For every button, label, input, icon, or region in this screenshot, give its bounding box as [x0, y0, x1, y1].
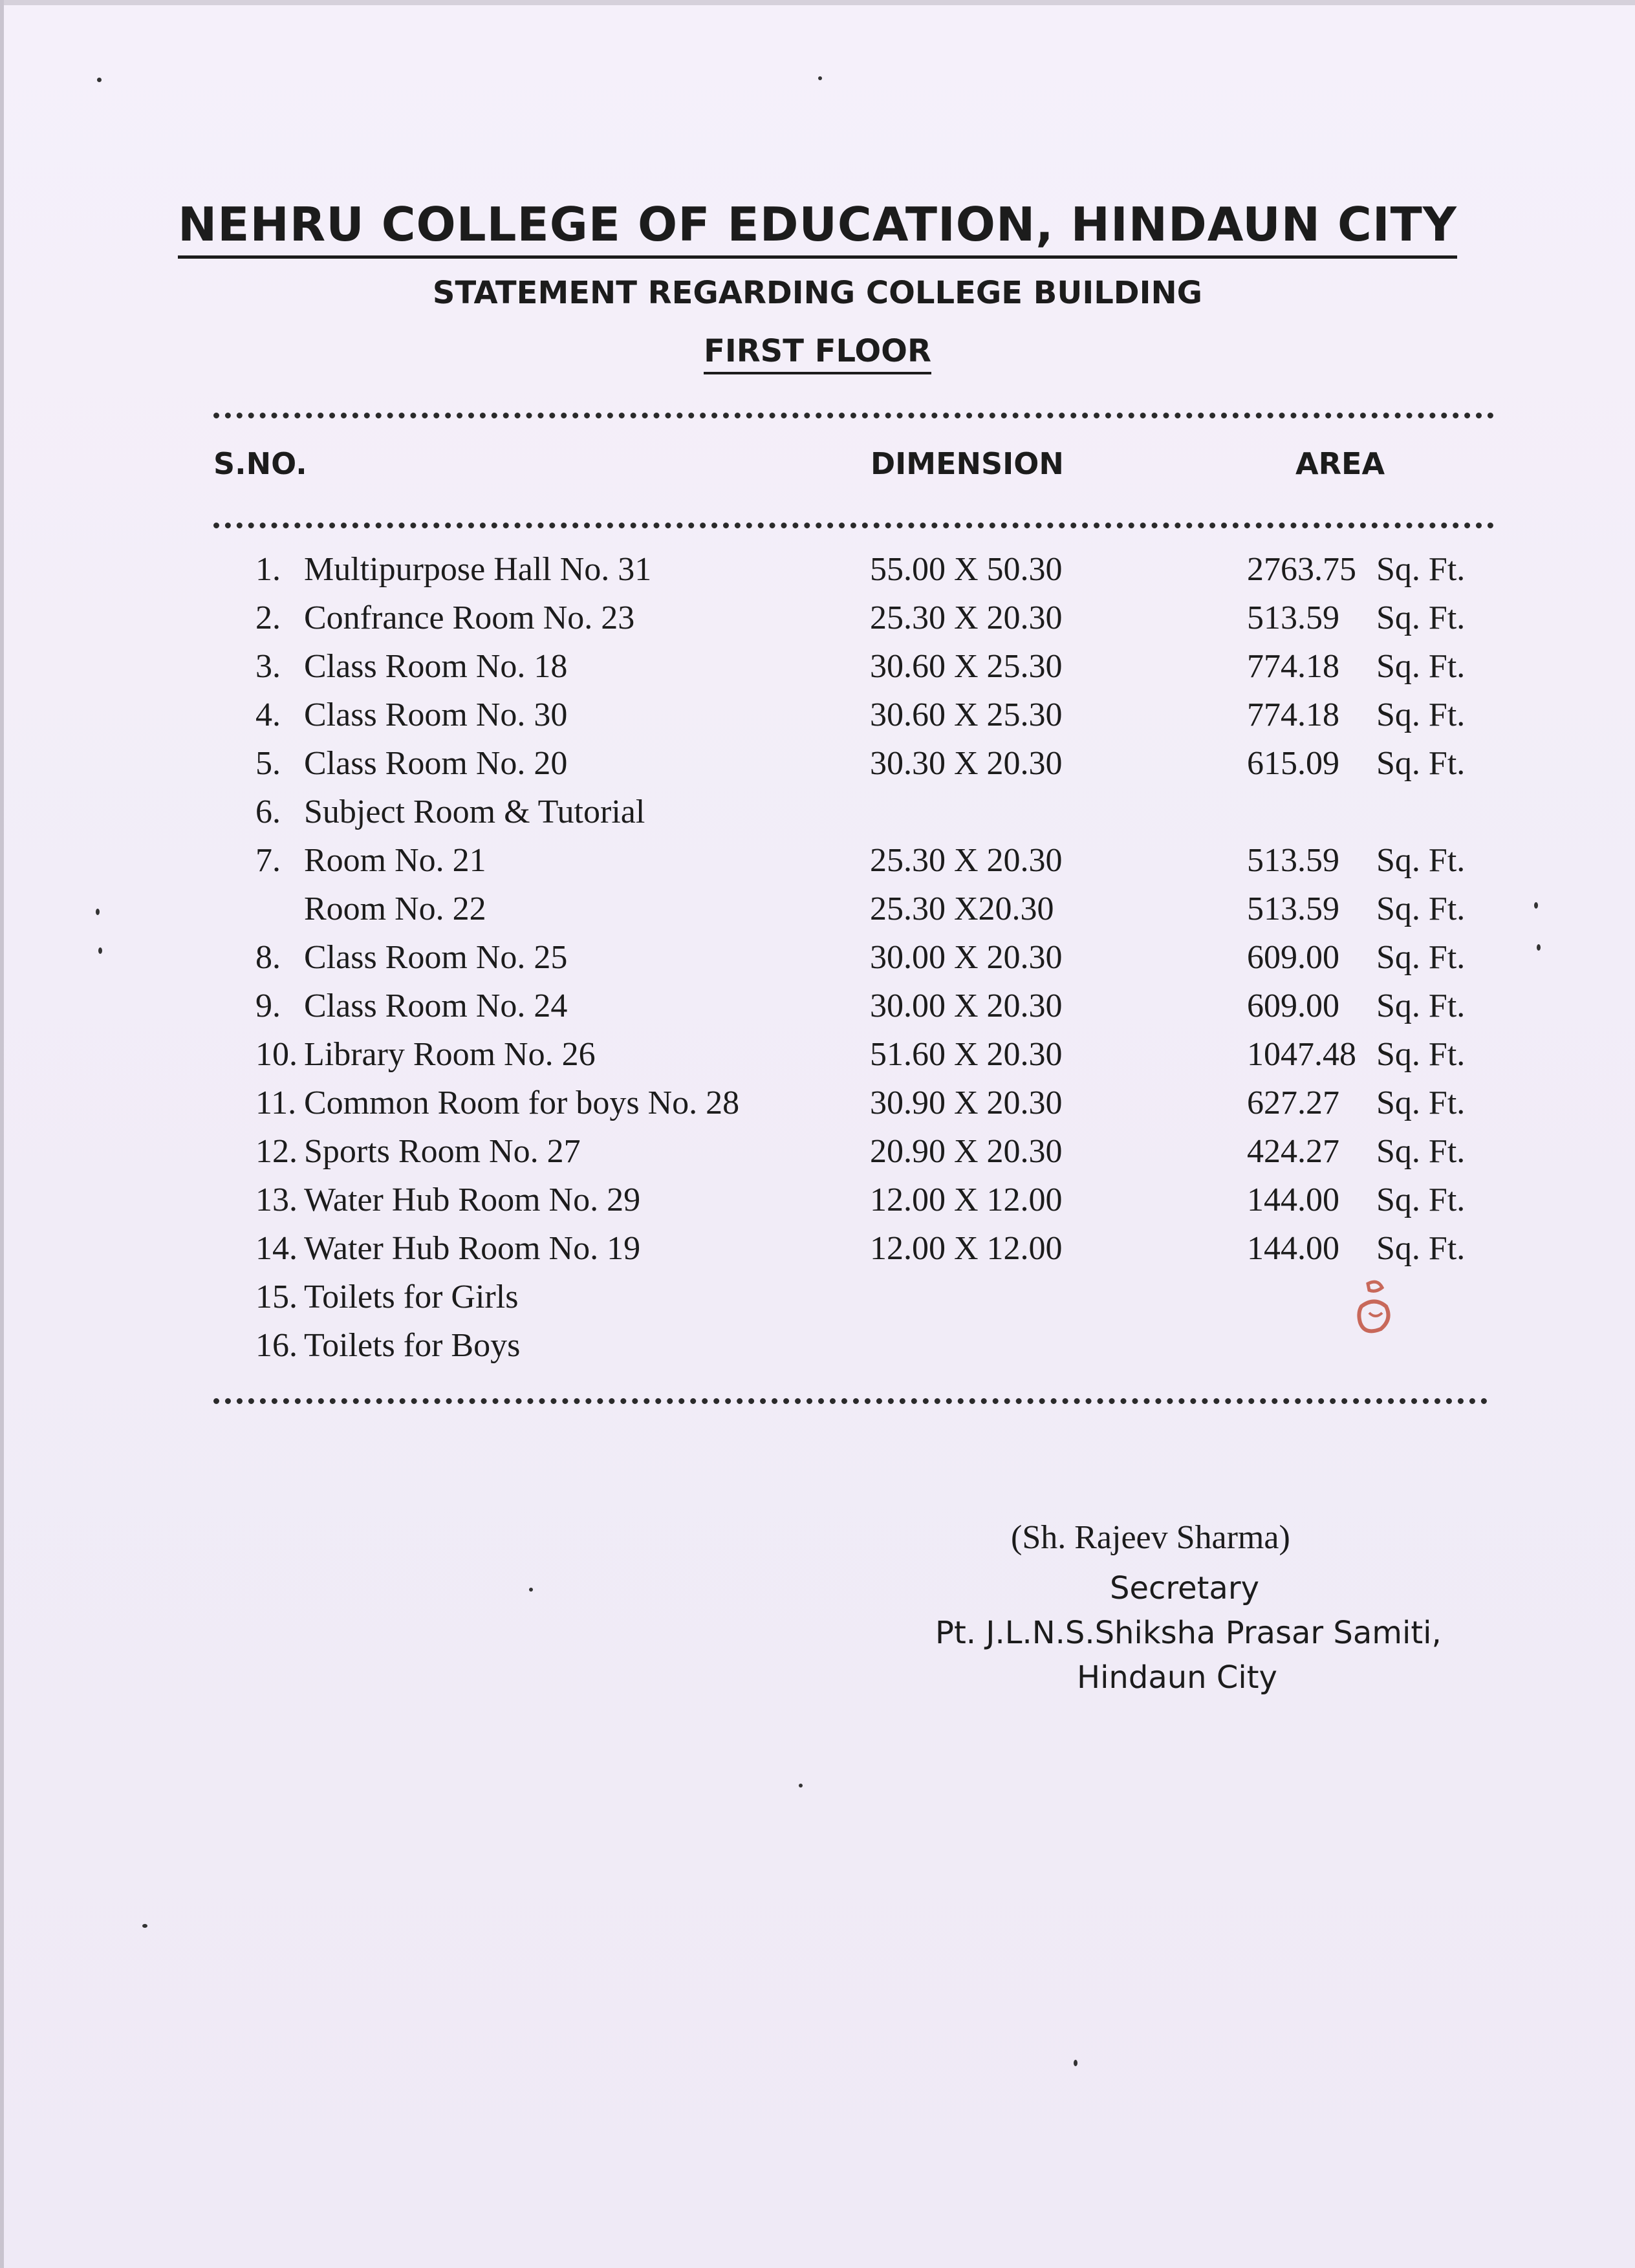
scan-speck — [142, 1924, 147, 1928]
dotted-divider-top — [213, 413, 1494, 418]
row-area: 609.00 — [1247, 988, 1339, 1024]
row-dimension: 30.00 X 20.30 — [870, 939, 1063, 976]
college-title-text: NEHRU COLLEGE OF EDUCATION, HINDAUN CITY — [178, 197, 1457, 259]
row-area: 627.27 — [1247, 1085, 1339, 1121]
college-title — [0, 197, 1635, 252]
row-room-name: Class Room No. 20 — [304, 745, 568, 782]
row-area: 144.00 — [1247, 1182, 1339, 1218]
row-number: 12. — [255, 1133, 298, 1170]
scan-speck — [97, 78, 102, 82]
row-room-name: Common Room for boys No. 28 — [304, 1085, 740, 1121]
row-number: 13. — [255, 1182, 298, 1218]
row-number: 8. — [255, 939, 281, 976]
row-dimension: 30.90 X 20.30 — [870, 1085, 1063, 1121]
row-area-unit: Sq. Ft. — [1376, 745, 1466, 782]
row-dimension: 30.30 X 20.30 — [870, 745, 1063, 782]
scan-speck — [818, 76, 822, 80]
row-area: 1047.48 — [1247, 1036, 1356, 1073]
row-dimension: 55.00 X 50.30 — [870, 551, 1063, 588]
row-number: 11. — [255, 1085, 297, 1121]
scan-speck — [1537, 944, 1541, 951]
table-row — [0, 788, 1635, 836]
table-row — [0, 1224, 1635, 1273]
row-number: 6. — [255, 794, 281, 830]
row-area-unit: Sq. Ft. — [1376, 1133, 1466, 1170]
row-area: 513.59 — [1247, 599, 1339, 636]
table-row — [0, 594, 1635, 642]
row-area-unit: Sq. Ft. — [1376, 891, 1466, 927]
row-number: 15. — [255, 1279, 298, 1315]
table-row — [0, 836, 1635, 885]
scan-speck — [1534, 902, 1538, 909]
row-number: 5. — [255, 745, 281, 782]
row-number: 16. — [255, 1327, 298, 1364]
column-header-area: AREA — [1295, 446, 1385, 481]
row-number: 10. — [255, 1036, 298, 1073]
scan-speck — [98, 947, 102, 954]
row-area-unit: Sq. Ft. — [1376, 599, 1466, 636]
scan-speck — [529, 1588, 533, 1592]
row-area: 513.59 — [1247, 891, 1339, 927]
floor-heading-text: FIRST FLOOR — [704, 333, 931, 374]
stamp-mark-icon — [1348, 1277, 1400, 1342]
row-room-name: Water Hub Room No. 19 — [304, 1230, 641, 1267]
table-row — [0, 1030, 1635, 1079]
row-area-unit: Sq. Ft. — [1376, 988, 1466, 1024]
table-row — [0, 982, 1635, 1030]
signatory-organization: Pt. J.L.N.S.Shiksha Prasar Samiti, — [935, 1615, 1442, 1651]
column-header-dimension: DIMENSION — [871, 446, 1064, 481]
row-area-unit: Sq. Ft. — [1376, 1036, 1466, 1073]
row-dimension: 30.00 X 20.30 — [870, 988, 1063, 1024]
row-area-unit: Sq. Ft. — [1376, 842, 1466, 879]
row-room-name: Toilets for Boys — [304, 1327, 521, 1364]
row-number: 1. — [255, 551, 281, 588]
row-room-name: Room No. 22 — [304, 891, 486, 927]
row-area-unit: Sq. Ft. — [1376, 1182, 1466, 1218]
signatory-role: Secretary — [1110, 1570, 1259, 1606]
column-header-sno: S.NO. — [213, 446, 307, 481]
scan-speck — [1074, 2060, 1077, 2066]
row-room-name: Class Room No. 18 — [304, 648, 568, 685]
row-room-name: Room No. 21 — [304, 842, 486, 879]
table-row — [0, 1079, 1635, 1127]
table-row — [0, 885, 1635, 933]
row-number: 9. — [255, 988, 281, 1024]
signatory-city: Hindaun City — [1077, 1659, 1277, 1696]
room-table — [0, 545, 1635, 1370]
row-dimension: 25.30 X 20.30 — [870, 842, 1063, 879]
row-dimension: 25.30 X20.30 — [870, 891, 1054, 927]
row-area: 144.00 — [1247, 1230, 1339, 1267]
row-area-unit: Sq. Ft. — [1376, 939, 1466, 976]
row-number: 14. — [255, 1230, 298, 1267]
table-row — [0, 691, 1635, 739]
row-area-unit: Sq. Ft. — [1376, 697, 1466, 733]
statement-subtitle: STATEMENT REGARDING COLLEGE BUILDING — [432, 275, 1203, 311]
row-area: 2763.75 — [1247, 551, 1356, 588]
row-number: 3. — [255, 648, 281, 685]
row-room-name: Class Room No. 25 — [304, 939, 568, 976]
row-dimension: 51.60 X 20.30 — [870, 1036, 1063, 1073]
row-area: 774.18 — [1247, 648, 1339, 685]
row-dimension: 20.90 X 20.30 — [870, 1133, 1063, 1170]
row-room-name: Multipurpose Hall No. 31 — [304, 551, 652, 588]
row-area: 424.27 — [1247, 1133, 1339, 1170]
row-room-name: Class Room No. 24 — [304, 988, 568, 1024]
table-row — [0, 642, 1635, 691]
row-area-unit: Sq. Ft. — [1376, 1230, 1466, 1267]
signatory-name: (Sh. Rajeev Sharma) — [1011, 1519, 1290, 1556]
dotted-divider-bottom — [213, 1398, 1488, 1404]
row-room-name: Library Room No. 26 — [304, 1036, 596, 1073]
row-dimension: 12.00 X 12.00 — [870, 1230, 1063, 1267]
row-dimension: 12.00 X 12.00 — [870, 1182, 1063, 1218]
row-area: 774.18 — [1247, 697, 1339, 733]
row-room-name: Toilets for Girls — [304, 1279, 519, 1315]
table-row — [0, 739, 1635, 788]
scan-speck — [96, 909, 100, 915]
table-row — [0, 933, 1635, 982]
scan-speck — [799, 1784, 803, 1787]
row-area-unit: Sq. Ft. — [1376, 1085, 1466, 1121]
floor-heading — [0, 333, 1635, 369]
scan-edge-top — [0, 0, 1635, 5]
row-dimension: 25.30 X 20.30 — [870, 599, 1063, 636]
row-dimension: 30.60 X 25.30 — [870, 697, 1063, 733]
row-number: 4. — [255, 697, 281, 733]
row-number: 7. — [255, 842, 281, 879]
row-room-name: Water Hub Room No. 29 — [304, 1182, 641, 1218]
row-dimension: 30.60 X 25.30 — [870, 648, 1063, 685]
dotted-divider-header — [213, 523, 1494, 528]
row-area-unit: Sq. Ft. — [1376, 648, 1466, 685]
table-row — [0, 545, 1635, 594]
row-room-name: Confrance Room No. 23 — [304, 599, 635, 636]
row-number: 2. — [255, 599, 281, 636]
table-row — [0, 1176, 1635, 1224]
row-area: 609.00 — [1247, 939, 1339, 976]
row-area: 513.59 — [1247, 842, 1339, 879]
table-row — [0, 1127, 1635, 1176]
row-area-unit: Sq. Ft. — [1376, 551, 1466, 588]
row-room-name: Subject Room & Tutorial — [304, 794, 645, 830]
row-room-name: Class Room No. 30 — [304, 697, 568, 733]
row-area: 615.09 — [1247, 745, 1339, 782]
row-room-name: Sports Room No. 27 — [304, 1133, 581, 1170]
